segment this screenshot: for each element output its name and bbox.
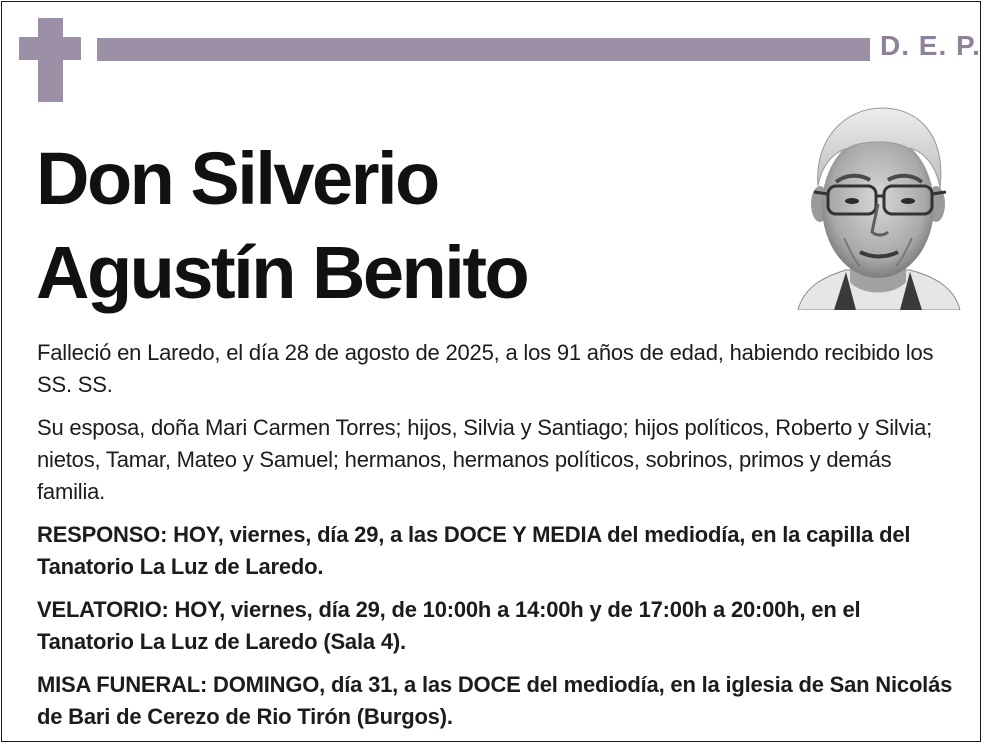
cross-vertical-bar: [38, 18, 63, 102]
responso-notice: RESPONSO: HOY, viernes, día 29, a las DOCE Y MEDIA del mediodía, en la capilla del Tanatorio La Luz de Laredo.: [37, 522, 911, 579]
cross-horizontal-bar: [19, 37, 81, 60]
misa-funeral-notice: MISA FUNERAL: DOMINGO, día 31, a las DOCE del mediodía, en la iglesia de San Nicolás de Bari de Cerezo de Rio Tirón (Burgos).: [37, 672, 953, 729]
velatorio-notice: VELATORIO: HOY, viernes, día 29, de 10:00h a 14:00h y de 17:00h a 20:00h, en el Tanatorio La Luz de Laredo (Sala 4).: [37, 597, 861, 654]
name-line-2: Agustín Benito: [36, 231, 528, 314]
header-rule: [97, 38, 870, 61]
deceased-name: [36, 132, 527, 320]
name-line-1: Don Silverio: [36, 137, 438, 220]
death-notice-paragraph: Falleció en Laredo, el día 28 de agosto de 2025, a los 91 años de edad, habiendo recibido los SS. SS.: [37, 340, 934, 397]
family-paragraph: Su esposa, doña Mari Carmen Torres; hijos, Silvia y Santiago; hijos políticos, Roberto y Silvia; nietos, Tamar, Mateo y Samuel; hermanos, hermanos políticos, sobrinos, primos y demás familia.: [37, 415, 933, 504]
dep-label: D. E. P.: [880, 30, 981, 61]
portrait-photo: [790, 100, 966, 310]
obituary-body: [37, 337, 957, 744]
portrait-icon: [790, 100, 966, 310]
